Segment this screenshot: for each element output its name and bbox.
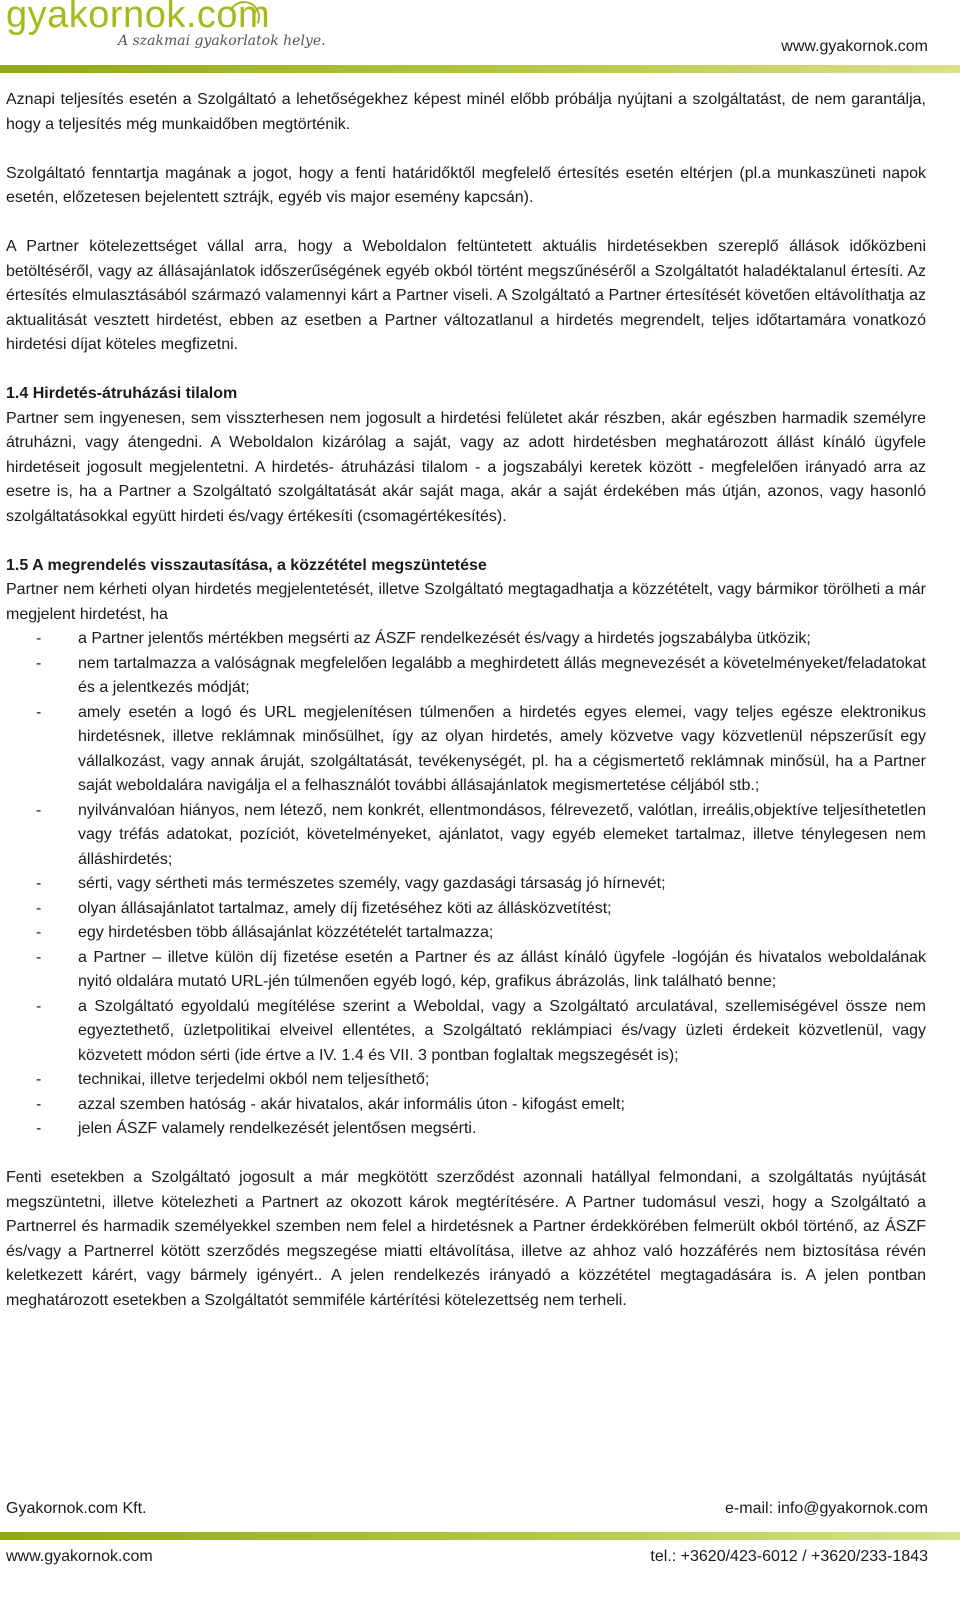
footer-company: Gyakornok.com Kft. (6, 1500, 147, 1517)
list-item: - nem tartalmazza a valóságnak megfelelően legalább a meghirdetett állás megnevezését a követelményeket/feladatokat és a jelentkezés módját; (6, 652, 926, 701)
header-divider (0, 65, 960, 73)
list-item: - jelen ÁSZF valamely rendelkezését jelentősen megsérti. (6, 1117, 926, 1142)
condition-list (6, 627, 926, 1142)
list-item: - azzal szemben hatóság - akár hivatalos, akár informális úton - kifogást emelt; (6, 1093, 926, 1118)
gyakornok-logo (6, 0, 326, 62)
section-heading-1-5: 1.5 A megrendelés visszautasítása, a közzététel megszüntetése (6, 556, 487, 574)
footer-phone: tel.: +3620/423-6012 / +3620/233-1843 (650, 1548, 928, 1565)
list-item: - a Szolgáltató egyoldalú megítélése szerint a Weboldal, vagy a Szolgáltató arculatával, szellemiségével össze nem egyeztethető, üzletpolitikai elveivel ellentétes, a Szolgáltató reklámpiaci és/vagy üzleti érdekeit közvetlenül, vagy közvetett módon sérti (ide értve a IV. 1.4 és VII. 3 pontban foglaltak megszegését is); (6, 995, 926, 1069)
list-item: - amely esetén a logó és URL megjelenítésen túlmenően a hirdetés egyes elemei, vagy teljes egésze elektronikus hirdetésnek, illetve reklámnak minősülhet, így az olyan hirdetés, amely közvetve vagy közvetlenül népszerűsít egy vállalkozást, vagy annak áruját, szolgáltatását, tevékenységét, pl. ha a cégismertető reklámnak minősül, ha a Partner saját weboldalára navigálja el a felhasználót további állásajánlatok megismertetése céljából stb.; (6, 701, 926, 799)
list-item: - technikai, illetve terjedelmi okból nem teljesíthető; (6, 1068, 926, 1093)
list-item: - olyan állásajánlatot tartalmaz, amely díj fizetéséhez köti az állásközvetítést; (6, 897, 926, 922)
paragraph: Fenti esetekben a Szolgáltató jogosult a már megkötött szerződést azonnali hatállyal felmondani, a szolgáltatás nyújtását megszüntetni, illetve kötelezheti a Partnert az okozott károk megtérítésére. A Partner tudomásul veszi, hogy a Szolgáltató a Partnerrel és harmadik személyekkel szemben nem felel a hirdetésnek a Partner érdekkörében felmerült okból történő, az ÁSZF és/vagy a Partnerrel kötött szerződés megszegése miatti eltávolítása, illetve az ahhoz való hozzáférés nem biztosítása révén keletkezett kárért, vagy bármely igényért.. A jelen rendelkezés irányadó a közzététel megtagadására is. A jelen pontban meghatározott esetekben a Szolgáltatót semmiféle kártérítési kötelezettség nem terheli. (6, 1169, 926, 1309)
document-body (6, 88, 926, 1313)
section-heading-1-4: 1.4 Hirdetés-átruházási tilalom (6, 385, 238, 402)
paragraph: A Partner kötelezettséget vállal arra, hogy a Weboldalon feltüntetett aktuális hirdetésekben szereplő állások időközbeni betöltéséről, vagy az állásajánlatok időszerűségének egyéb okból történt megszűnéséről a Szolgáltatót haladéktalanul értesíti. Az értesítés elmulasztásából származó valamennyi kárt a Partner viseli. A Szolgáltató a Partner értesítését követően eltávolíthatja az aktualitását vesztett hirdetést, ebben az esetben a Partner változatlanul a hirdetés megrendelt, teljes időtartamára vonatkozó hirdetési díjat köteles megfizetni. (6, 238, 926, 353)
list-item: - a Partner – illetve külön díj fizetése esetén a Partner és az állást kínáló ügyfele -logóján és hivatalos weboldalának nyitó oldalára mutató URL-jén túlmenően egyéb logó, kép, grafikus ábrázolás, link található benne; (6, 946, 926, 995)
footer-email: e-mail: info@gyakornok.com (725, 1500, 928, 1517)
list-item: - sérti, vagy sértheti más természetes személy, vagy gazdasági társaság jó hírnevét; (6, 872, 926, 897)
page-footer (0, 1490, 960, 1620)
paragraph: Szolgáltató fenntartja magának a jogot, hogy a fenti határidőktől megfelelő értesítés esetén eltérjen (pl.a munkaszüneti napok esetén, előzetesen bejelentett sztrájk, egyéb vis major esemény kapcsán). (6, 164, 926, 206)
footer-divider (0, 1532, 960, 1540)
page-header (0, 0, 960, 75)
logo-text: gyakornok.com (6, 0, 271, 36)
paragraph: Aznapi teljesítés esetén a Szolgáltató a lehetőségekhez képest minél előbb próbálja nyújtani a szolgáltatást, de nem garantálja, hogy a teljesítés még munkaidőben megtörténik. (6, 91, 926, 133)
logo-tagline: A szakmai gyakorlatok helye. (118, 33, 326, 49)
list-item: - a Partner jelentős mértékben megsérti az ÁSZF rendelkezését és/vagy a hirdetés jogszabályba ütközik; (6, 627, 926, 652)
header-url: www.gyakornok.com (781, 38, 928, 55)
paragraph: Partner sem ingyenesen, sem visszterhesen nem jogosult a hirdetési felületet akár részben, akár egészben harmadik személyre átruházni, vagy átengedni. A Weboldalon kizárólag a saját, vagy az adott hirdetésben meghatározott állást kínáló ügyfele hirdetéseit jogosult megjelentetni. A hirdetés- átruházási tilalom - a jogszabályi keretek között - megfelelően irányadó arra az esetre is, ha a Partner a Szolgáltató szolgáltatását akár saját maga, akár a saját érdekében más útján, azonos, vagy hasonló szolgáltatásokkal együtt hirdeti és/vagy értékesíti (csomagértékesítés). (6, 409, 926, 525)
footer-website: www.gyakornok.com (6, 1548, 153, 1565)
list-item: - nyilvánvalóan hiányos, nem létező, nem konkrét, ellentmondásos, félrevezető, valótlan, irreális,objektíve teljesíthetetlen vagy tréfás adatokat, pozíciót, követelményeket, ajánlatot, vagy egyéb elemeket tartalmaz, illetve ténylegesen nem álláshirdetés; (6, 799, 926, 873)
list-item: - egy hirdetésben több állásajánlat közzétételét tartalmazza; (6, 921, 926, 946)
paragraph: Partner nem kérheti olyan hirdetés megjelentetését, illetve Szolgáltató megtagadhatja a közzétételt, vagy bármikor törölheti a már megjelent hirdetést, ha (6, 581, 926, 623)
